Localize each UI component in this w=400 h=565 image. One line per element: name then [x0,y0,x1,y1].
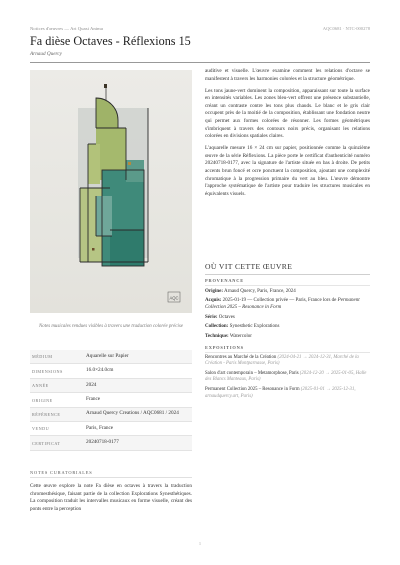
series-value: Octaves [218,314,235,320]
exhibition-meta: (2025-01-01 → 2025-12-31, arnaudquercy.art, Paris) [205,386,356,399]
exhibitions-heading: EXPOSITIONS [205,344,244,350]
provenance-section [205,278,370,403]
description-paragraph: L'aquarelle mesure 16 × 24 cm sur papier, positionnée comme la quinzième œuvre de la série Réflexions. La pièce porte le certificat d'authenticité numéro 20240718-0177, avec la signature de l'artiste située en bas à droite. De petits accents brun foncé et ocre ponctuent la composition, ajoutant une complexité chromatique à la progression primaire du vert au bleu. L'œuvre démontre l'approche systématique de l'artiste pour traduire les structures musicales en équivalents visuels. [205,145,370,197]
spec-value: 2024 [86,381,97,388]
notes-divider [30,477,192,478]
series-label: Série: [205,314,218,320]
spec-label: VENDU [32,426,50,432]
exhibition-item [205,387,370,400]
spec-value: 20240718-0177 [86,439,119,446]
provenance-divider [205,285,370,286]
provenance-heading: PROVENANCE [205,278,244,283]
artwork-image [30,70,192,313]
page-title: Fa dièse Octaves - Réflexions 15 [30,34,191,48]
spec-table [30,350,192,451]
artwork-caption: Notes musicales rendues visibles à travers une traduction colorée précise [39,324,183,329]
collection-value: Synesthetic Explorations [229,324,280,330]
exhibition-meta: (2024-04-21 → 2024-12-31, Marché de la Création - Paris Montparnasse, Paris) [205,354,359,367]
acquired-value: 2025-01-19 — Collection privée — Paris, France lors de [222,298,337,304]
technique-label: Technique: [205,333,229,339]
technique-value: Watercolor [229,333,252,339]
exhibition-item [205,371,370,384]
spec-row [30,350,192,364]
exhibition-name: Rencontres au Marché de la Création [205,354,277,360]
spec-row [30,436,192,450]
spec-value: Arnaud Quercy Creations / AQC0681 / 2024 [86,410,179,417]
spec-row [30,364,192,378]
provenance-collection [205,323,370,330]
origin-value: Arnaud Quercy, Paris, France, 2024 [224,289,296,294]
curatorial-notes-heading: NOTES CURATORIALES [30,470,93,475]
spec-label: RÉFÉRENCE [32,411,61,417]
spec-row [30,408,192,422]
spec-value: Aquarelle sur Papier [86,352,129,359]
page-number: 1 [198,541,202,546]
spec-value: Paris, France [86,424,114,431]
spec-label: MÉDIUM [32,354,53,360]
spec-row [30,393,192,407]
curatorial-notes-text: Cette œuvre explore la note Fa dièse en octaves à travers la traduction chromesthésique, faisant partie de la collection Explorations Synesthétiques. La composition traduit les intervalles musicaux en forme visuelle, créant des ponts entre la perception [30,483,192,512]
signature-stamp: AQC [169,295,179,301]
spec-label: ORIGINE [32,397,53,403]
exhibition-meta: (2024-12-20 → 2025-01-05, Halle des Blancs Manteaux, Paris) [205,370,367,383]
spec-label: CERTIFICAT [32,440,61,446]
exhibition-name: Salon d'art contemporain – Metamorphose, Paris [205,370,299,376]
spec-value: 16.0×24.0cm [86,367,114,374]
description-paragraph: Les tons jaune-vert dominent la composition, apparaissant sur toute la surface en intensités variables. Les zones bleu-vert offrent une présence substantielle, créant un contraste contre les tons plus chauds. Le blanc et le gris clair occupent près de la moitié de la composition, établissant une fondation neutre qui permet aux formes colorées de résonner. Les formes géométriques s'imbriquent à travers des contours noirs précis, organisant les relations colorées en divisions spatiales claires. [205,87,370,140]
spec-row [30,422,192,436]
description-column [205,68,370,203]
reference-code: AQC0681 · NTC-000278 [322,26,370,31]
provenance-acquired [205,297,370,311]
header-divider [30,62,370,63]
provenance-origin [205,288,370,295]
description-paragraph: auditive et visuelle. L'œuvre examine comment les relations d'octave se manifestent à travers les harmonies colorées et la structure géométrique. [205,68,370,82]
exhibition-name: Permanent Collection 2025 – Resonance in Form [205,386,300,392]
spec-label: ANNÉE [32,383,49,389]
collection-line: Notices d'œuvres — Art Quasi Anima [30,26,103,31]
provenance-technique [205,333,370,340]
spec-row [30,379,192,393]
provenance-series [205,314,370,321]
exhibitions-divider [205,352,370,353]
exhibition-item [205,355,370,368]
collection-label: Collection: [205,324,229,330]
acquired-event: Permanent Collection 2025 – Resonance in Form [205,298,360,311]
origin-label: Origine: [205,289,224,294]
spec-value: France [86,395,101,402]
acquired-label: Acquis: [205,298,222,304]
spec-label: DIMENSIONS [32,368,63,374]
where-divider [205,274,370,275]
where-heading: OÙ VIT CETTE ŒUVRE [205,262,293,271]
artist-name: Arnaud Quercy [30,51,62,57]
